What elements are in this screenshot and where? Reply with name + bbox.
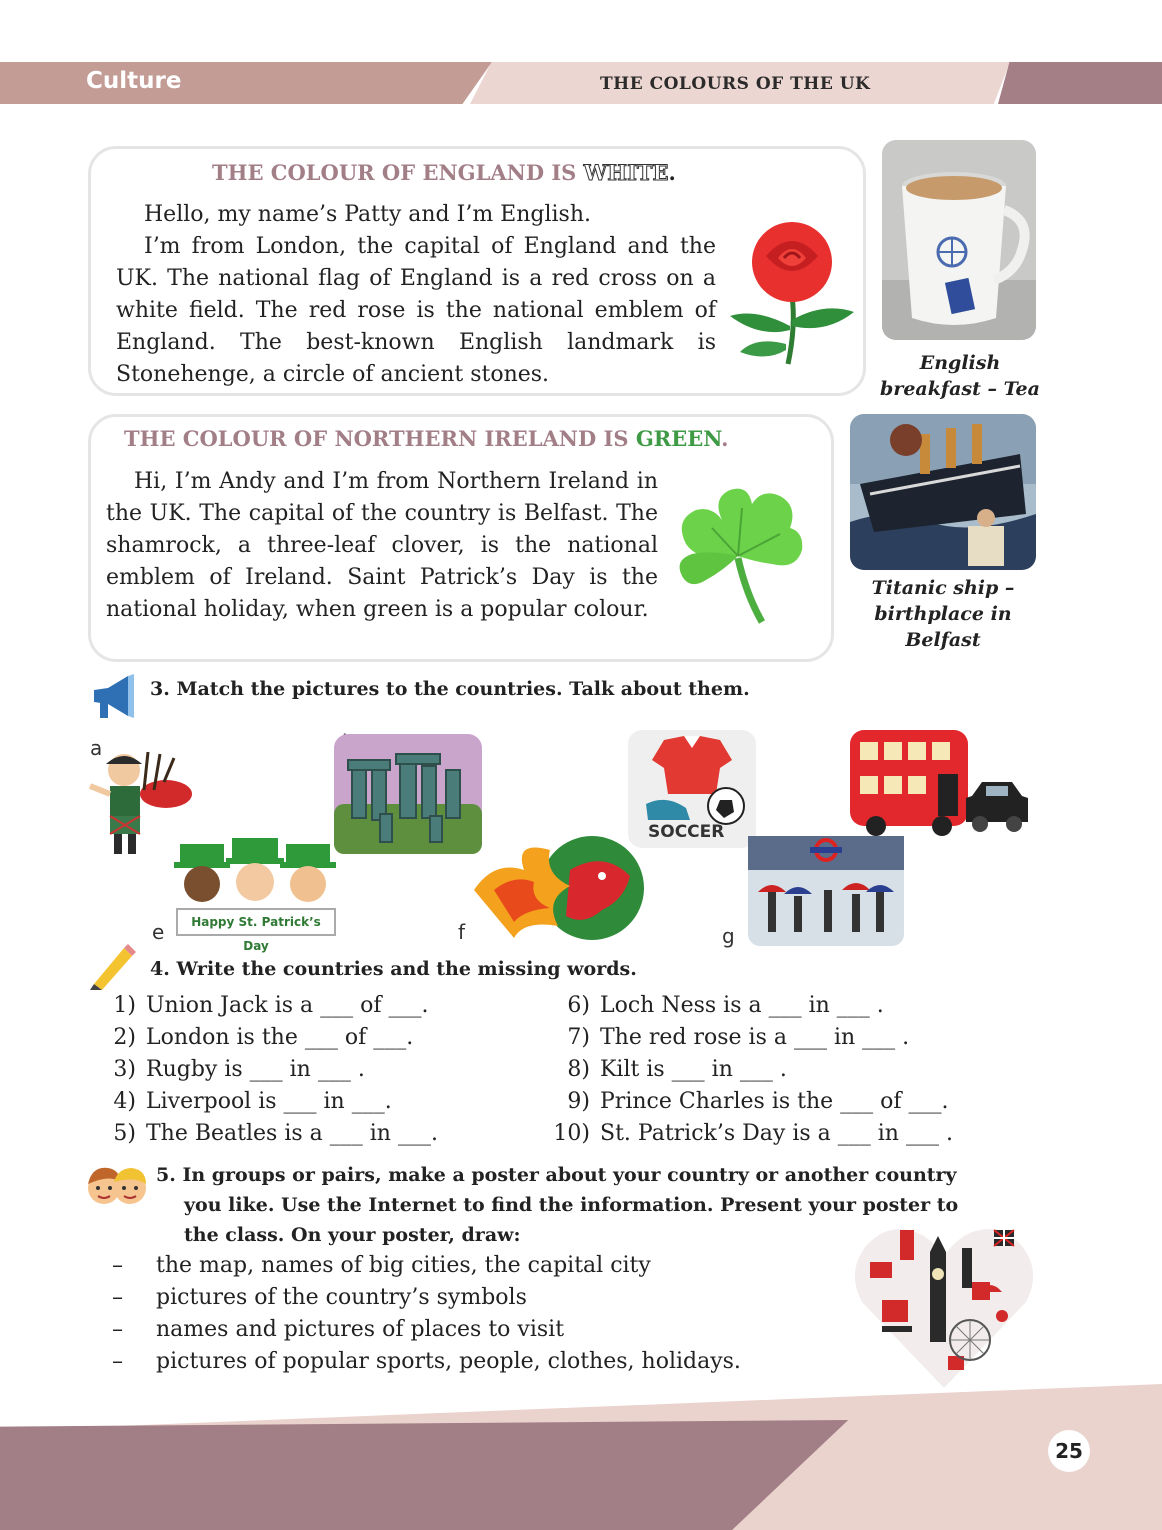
st-patricks-label: Happy St. Patrick’s Day xyxy=(176,908,336,936)
dash-bullet: – xyxy=(112,1253,123,1278)
ireland-paragraph: Hi, I’m Andy and I’m from Northern Ireland in the UK. The capital of the country is Belfast. The shamrock, a three-leaf clover, is the national emblem of Ireland. Saint Patrick’s Day is the national holiday, when green is a popular colour. xyxy=(106,469,658,622)
task4-instruction: 4. Write the countries and the missing words. xyxy=(150,958,637,980)
titanic-caption: Titanic ship – birthplace in Belfast xyxy=(871,577,1015,651)
exercise-number: 2) xyxy=(113,1025,136,1050)
exercise-number: 6) xyxy=(567,993,590,1018)
exercise-item xyxy=(92,1054,438,1086)
pic-letter-e: e xyxy=(152,920,165,944)
exercise-number: 1) xyxy=(113,993,136,1018)
exercise-text: Kilt is ___ in ___ . xyxy=(600,1057,787,1082)
shamrock-icon xyxy=(672,484,806,626)
poster-checklist xyxy=(112,1250,741,1378)
exercise-number: 7) xyxy=(567,1025,590,1050)
titanic-photo xyxy=(850,414,1036,570)
list-item xyxy=(112,1314,741,1346)
list-item xyxy=(112,1282,741,1314)
page-number: 25 xyxy=(1048,1430,1090,1472)
exercise-text: Liverpool is ___ in ___. xyxy=(146,1089,392,1114)
tea-photo xyxy=(882,140,1036,340)
exercise-text: Loch Ness is a ___ in ___ . xyxy=(600,993,884,1018)
exercise-item xyxy=(546,1022,953,1054)
st-patricks-picture xyxy=(172,834,338,953)
england-line1: Hello, my name’s Patty and I’m English. xyxy=(144,202,592,227)
page-title: THE COLOURS OF THE UK xyxy=(600,74,871,94)
exercise-item xyxy=(92,990,438,1022)
exercise-number: 3) xyxy=(113,1057,136,1082)
exercise-item xyxy=(546,1086,953,1118)
ireland-title xyxy=(124,426,728,451)
list-item-text: pictures of popular sports, people, clothes, holidays. xyxy=(156,1349,741,1374)
stonehenge-picture xyxy=(334,734,482,854)
red-rose-icon xyxy=(726,216,860,366)
exercise-text: The Beatles is a ___ in ___. xyxy=(146,1121,438,1146)
list-item-text: pictures of the country’s symbols xyxy=(156,1285,527,1310)
pic-letter-g: g xyxy=(722,924,735,948)
task3-instruction: 3. Match the pictures to the countries. Talk about them. xyxy=(150,678,750,700)
england-title-colour: WHITE xyxy=(583,160,669,185)
tea-caption: English breakfast – Tea xyxy=(880,352,1040,400)
exercise-item xyxy=(92,1022,438,1054)
welsh-dragon-picture xyxy=(474,830,646,944)
exercise-text: St. Patrick’s Day is a ___ in ___ . xyxy=(600,1121,953,1146)
exercise-text: Union Jack is a ___ of ___. xyxy=(146,993,429,1018)
dash-bullet: – xyxy=(112,1317,123,1342)
exercise-text: The red rose is a ___ in ___ . xyxy=(600,1025,910,1050)
header-band-right xyxy=(998,62,1162,104)
england-line2: I’m from London, the capital of England and the UK. The national flag of England is a red cross on a white field. The red rose is the national emblem of England. The best-known English landmark is Stonehenge, a circle of ancient stones. xyxy=(116,234,716,387)
list-item-text: the map, names of big cities, the capital city xyxy=(156,1253,651,1278)
task5-instruction-line1: 5. In groups or pairs, make a poster about your country or another country xyxy=(156,1164,957,1186)
exercise-item xyxy=(92,1086,438,1118)
exercise-item xyxy=(546,990,953,1022)
list-item xyxy=(112,1346,741,1378)
london-underground-picture xyxy=(748,836,904,946)
soccer-label: SOCCER xyxy=(648,822,725,842)
exercise-item xyxy=(92,1118,438,1150)
dash-bullet: – xyxy=(112,1285,123,1310)
london-heart-picture xyxy=(852,1222,1036,1392)
header-band-left xyxy=(0,62,492,104)
england-title-prefix: THE COLOUR OF ENGLAND IS xyxy=(212,160,584,185)
exercise-number: 9) xyxy=(567,1089,590,1114)
list-item xyxy=(112,1250,741,1282)
london-bus-picture xyxy=(846,726,1032,838)
pencil-icon xyxy=(88,940,136,990)
exercise-text: Prince Charles is the ___ of ___. xyxy=(600,1089,949,1114)
exercise-number: 5) xyxy=(113,1121,136,1146)
exercise-number: 10) xyxy=(553,1121,590,1146)
task4-left-list xyxy=(92,990,438,1150)
section-label: Culture xyxy=(86,68,182,94)
exercise-item xyxy=(546,1054,953,1086)
dash-bullet: – xyxy=(112,1349,123,1374)
exercise-number: 4) xyxy=(113,1089,136,1114)
england-title-suffix: . xyxy=(668,160,676,185)
list-item-text: names and pictures of places to visit xyxy=(156,1317,565,1342)
task5-instruction-line3: the class. On your poster, draw: xyxy=(184,1224,521,1246)
ireland-title-prefix: THE COLOUR OF NORTHERN IRELAND IS xyxy=(124,426,636,451)
task5-instruction-line2: you like. Use the Internet to find the information. Present your poster to xyxy=(184,1194,959,1216)
task4-right-list xyxy=(546,990,953,1150)
kids-faces-icon xyxy=(84,1160,150,1212)
pic-letter-f: f xyxy=(458,920,466,944)
ireland-title-suffix: . xyxy=(721,426,729,451)
exercise-item xyxy=(546,1118,953,1150)
england-title xyxy=(212,160,676,185)
england-text xyxy=(116,199,716,391)
megaphone-icon xyxy=(88,672,138,720)
exercise-text: London is the ___ of ___. xyxy=(146,1025,414,1050)
soccer-picture xyxy=(628,730,756,848)
exercise-text: Rugby is ___ in ___ . xyxy=(146,1057,365,1082)
exercise-number: 8) xyxy=(567,1057,590,1082)
ireland-title-colour: GREEN xyxy=(635,426,722,451)
pic-letter-a: a xyxy=(90,736,103,760)
ireland-text xyxy=(106,466,658,626)
